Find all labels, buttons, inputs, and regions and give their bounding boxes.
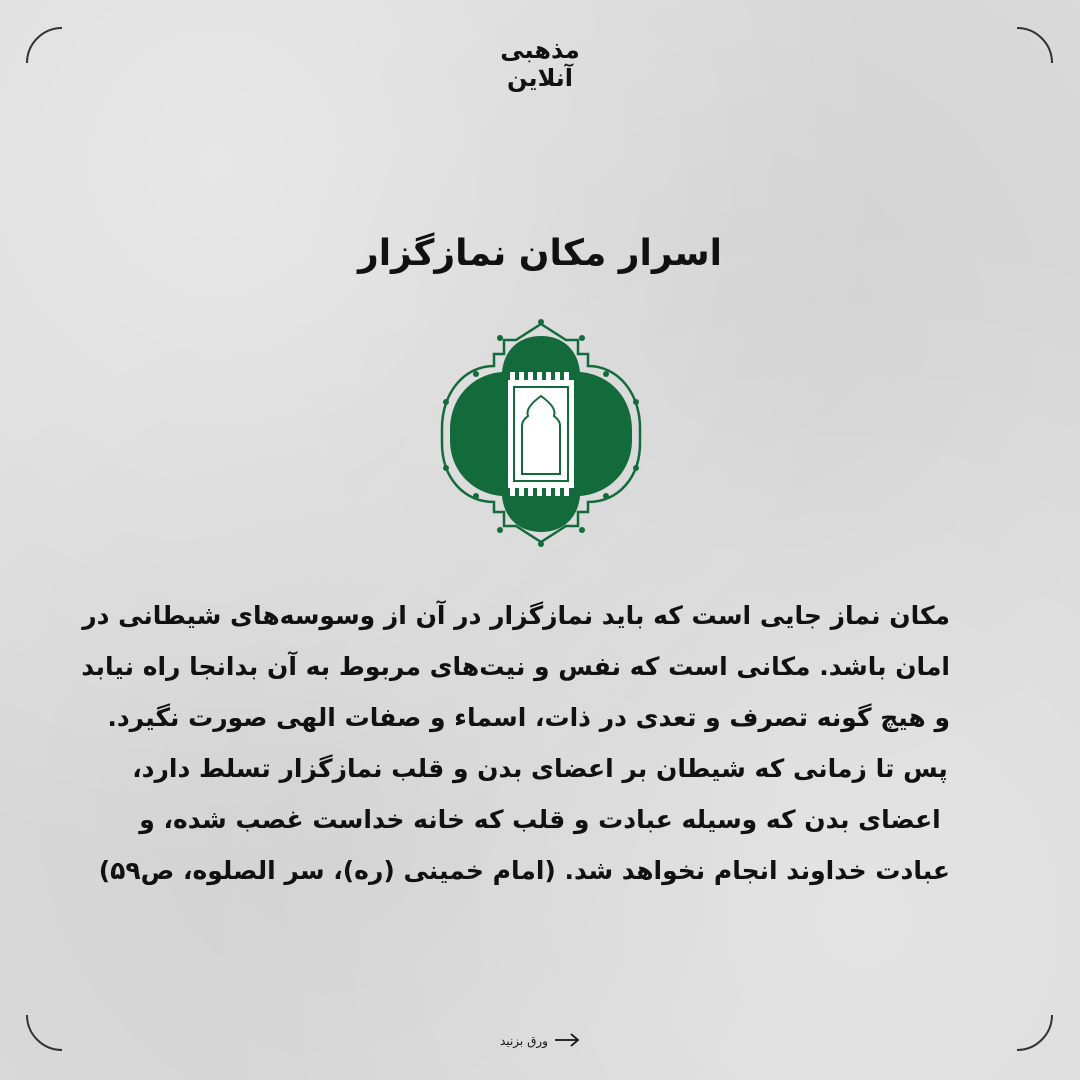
body-line: امان باشد. مکانی است که نفس و نیت‌های مربوط به آن بدانجا راه نیابد [81,652,950,681]
body-line: پس تا زمانی که شیطان بر اعضای بدن و قلب نمازگزار تسلط دارد، [132,754,948,783]
page-title: اسرار مکان نمازگزار [357,233,723,274]
prayer-rug-icon [438,318,644,548]
swipe-hint[interactable] [490,1028,590,1054]
logo-line-1: مذهبی [500,36,580,64]
corner-frame-top-right [1017,27,1053,63]
body-line: و هیچ گونه تصرف و تعدی در ذات، اسماء و صفات الهی صورت نگیرد. [107,703,950,732]
arrow-right-icon [554,1032,580,1051]
corner-frame-top-left [26,27,62,63]
swipe-label: ورق بزنید [500,1034,548,1048]
body-line: عبادت خداوند انجام نخواهد شد. (امام خمینی (ره)، سر الصلوه، ص۵۹) [98,856,950,885]
logo-line-2: آنلاین [506,64,574,92]
body-paragraph [81,590,950,896]
brand-logo [480,36,600,92]
corner-frame-bottom-left [26,1015,62,1051]
prayer-rug-emblem [438,318,644,548]
body-line: اعضای بدن که وسیله عبادت و قلب که خانه خداست غصب شده، و [139,805,941,834]
body-line: مکان نماز جایی است که باید نمازگزار در آن از وسوسه‌های شیطانی در [82,601,950,630]
corner-frame-bottom-right [1017,1015,1053,1051]
